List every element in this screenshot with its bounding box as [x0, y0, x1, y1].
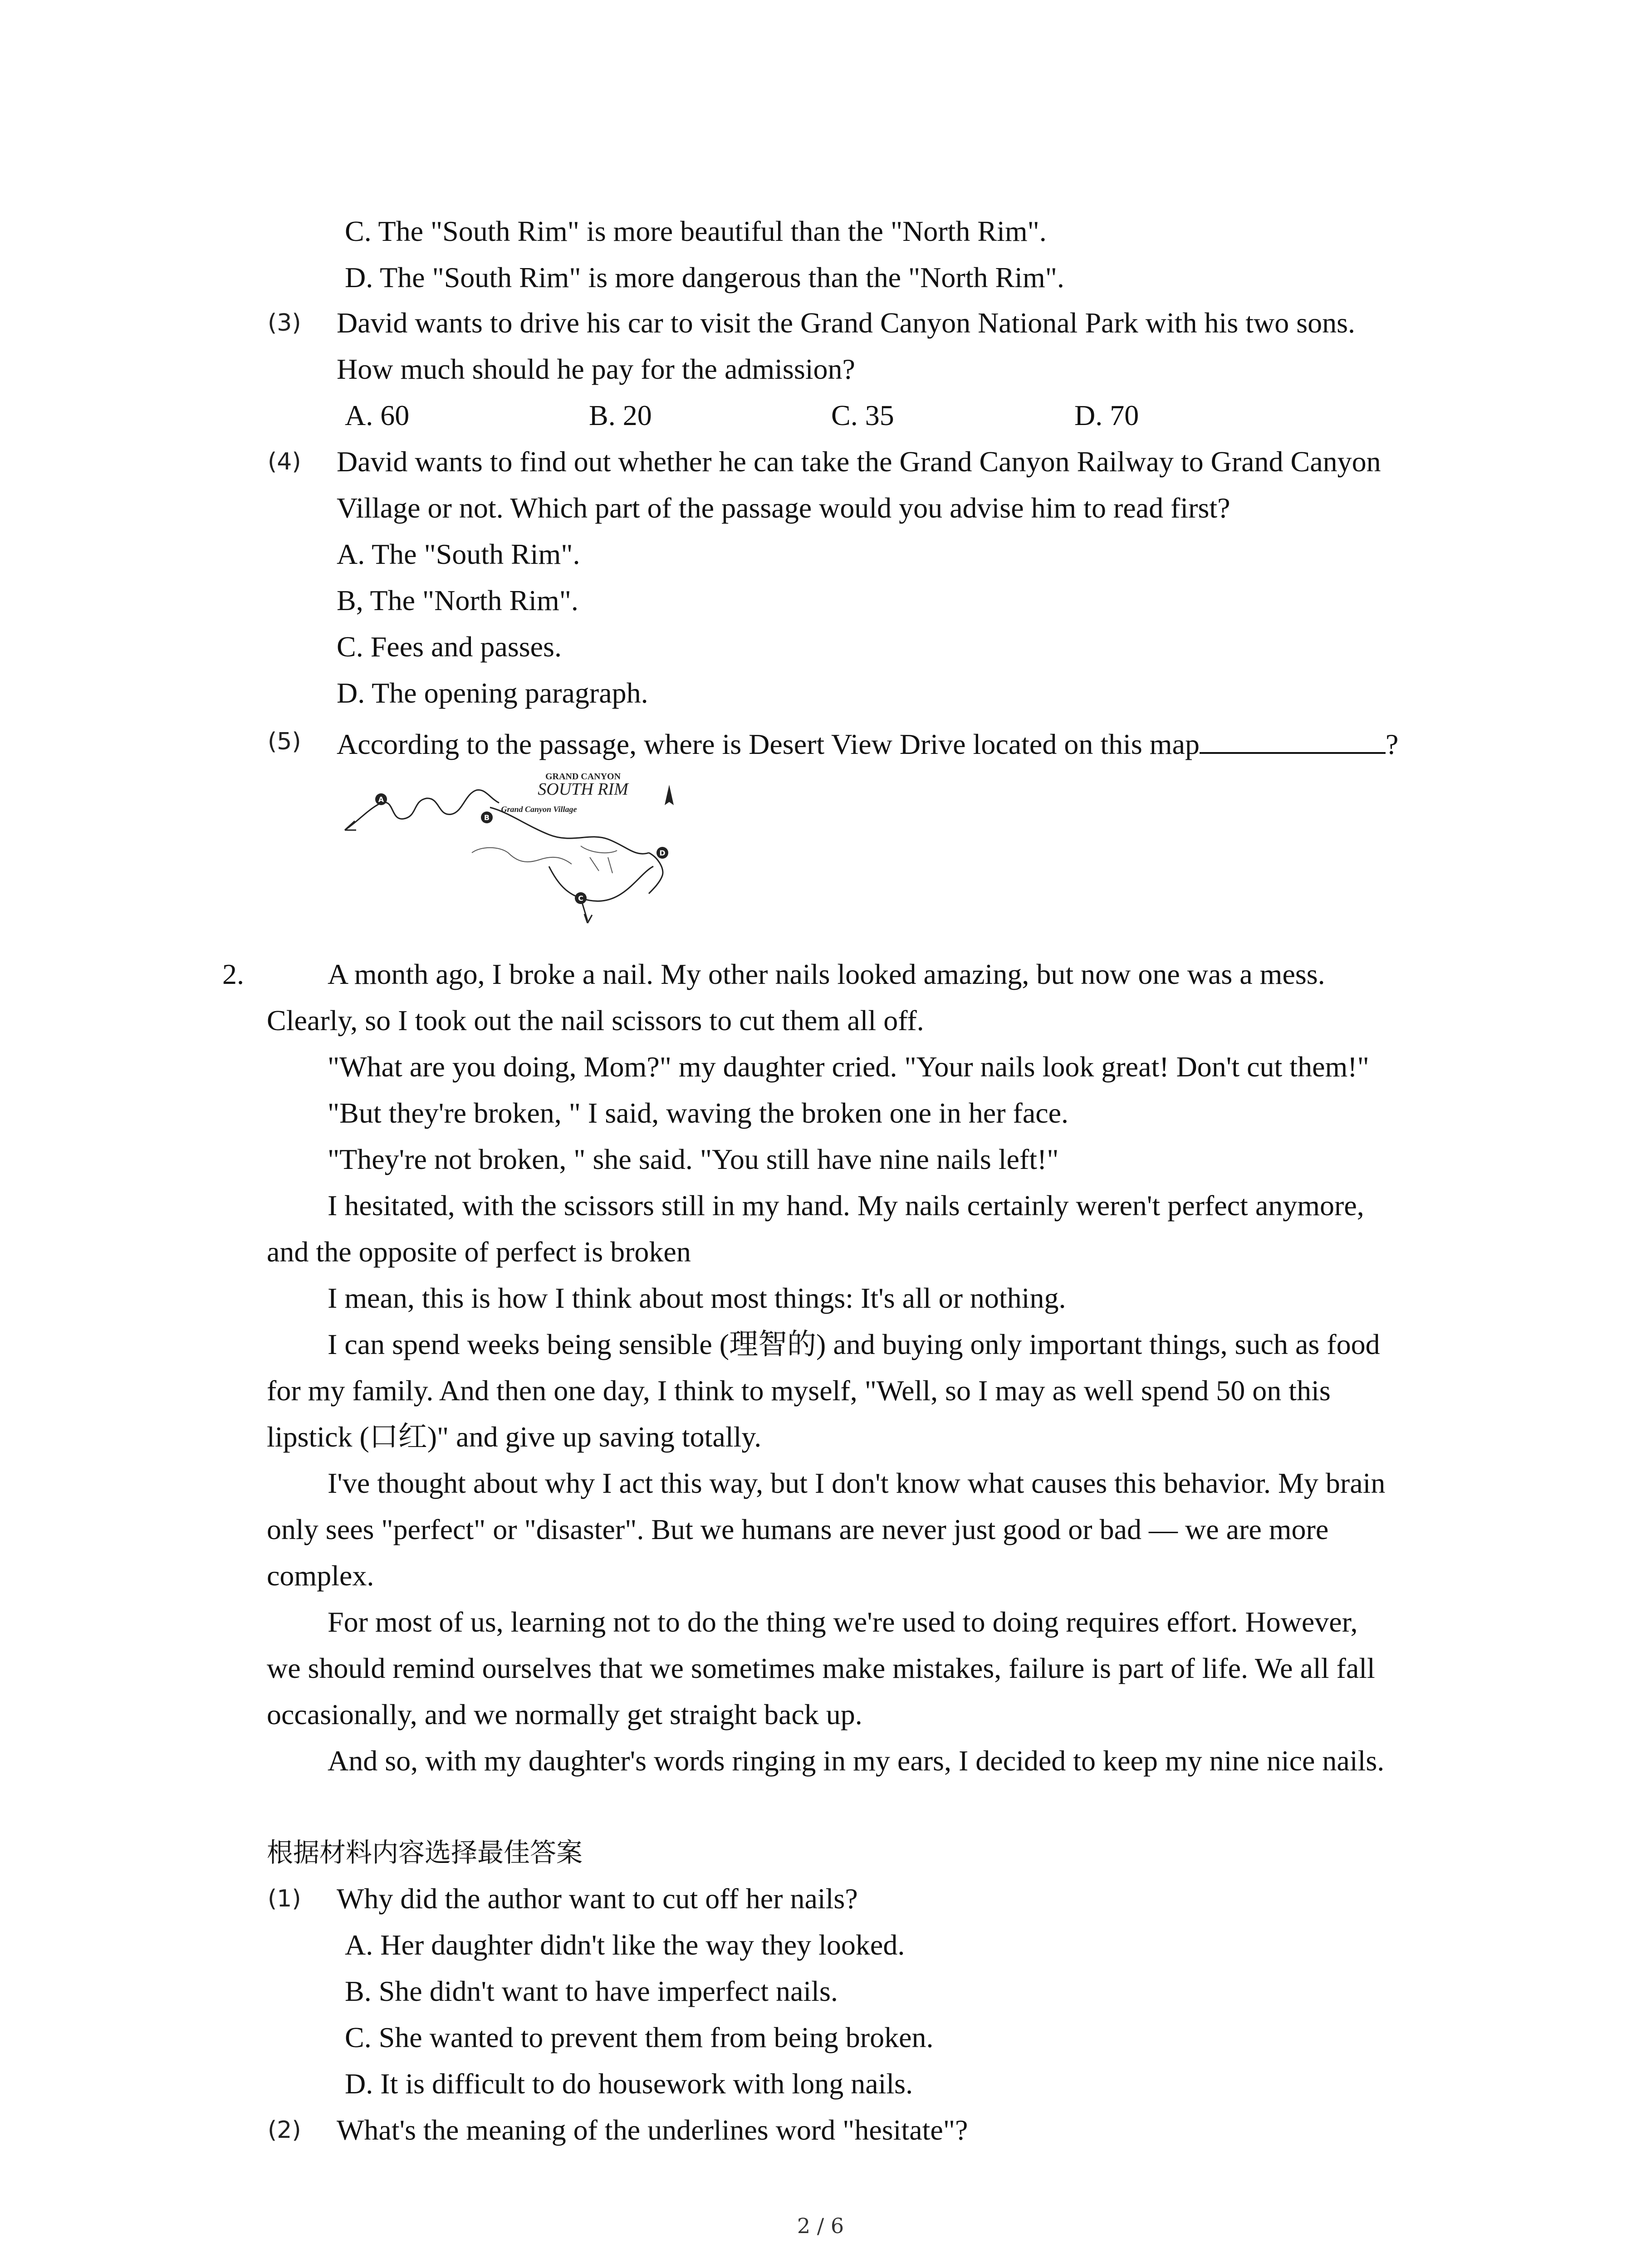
passage-line: complex. — [267, 1559, 374, 1592]
map-title-big: SOUTH RIM — [538, 780, 628, 799]
map-point-c — [575, 892, 587, 904]
passage-line: I've thought about why I act this way, but I don't know what causes this behavior. My brain — [328, 1467, 1386, 1499]
passage-line: I hesitated, with the scissors still in my hand. My nails certainly weren't perfect anymore, — [328, 1189, 1364, 1222]
svg-text:D: D — [659, 849, 666, 857]
map-point-a — [375, 793, 387, 805]
passage-line: I can spend weeks being sensible (理智的) and buying only important things, such as food — [328, 1328, 1380, 1360]
q1-4-line1: David wants to find out whether he can take the Grand Canyon Railway to Grand Canyon — [337, 445, 1381, 478]
q2-1-number: (1) — [268, 1885, 301, 1912]
east-rim-road — [649, 853, 663, 894]
south-loop-road — [549, 866, 653, 901]
q1-4-option-a: A. The "South Rim". — [337, 538, 580, 570]
passage-line: A month ago, I broke a nail. My other nails looked amazing, but now one was a mess. — [328, 958, 1325, 990]
svg-text:B: B — [484, 813, 490, 822]
q2-1-option-d: D. It is difficult to do housework with long nails. — [345, 2068, 913, 2100]
q1-2-option-d: D. The "South Rim" is more dangerous than the "North Rim". — [345, 261, 1064, 293]
q1-4-line2: Village or not. Which part of the passage would you advise him to read first? — [337, 492, 1230, 524]
q1-3-option-c: C. 35 — [831, 399, 894, 431]
south-arrow-icon — [584, 914, 592, 923]
q2-2-number: (2) — [268, 2116, 301, 2144]
svg-text:C: C — [578, 894, 583, 903]
village-paths — [581, 846, 617, 873]
q1-5-line — [337, 726, 1398, 763]
q1-4-number: (4) — [268, 448, 301, 475]
village-road — [490, 807, 649, 854]
passage-line: we should remind ourselves that we sometimes make mistakes, failure is part of life. We all fall — [267, 1652, 1375, 1684]
answer-blank — [1200, 726, 1386, 754]
q1-4-option-b: B, The "North Rim". — [337, 584, 578, 616]
q1-5-end: ? — [1385, 728, 1399, 760]
q2-1-option-c: C. She wanted to prevent them from being broken. — [345, 2021, 934, 2053]
q2-1-text: Why did the author want to cut off her nails? — [337, 1882, 858, 1915]
passage-line: lipstick (口红)" and give up saving totally. — [267, 1421, 762, 1453]
passage-line: "But they're broken, " I said, waving the broken one in her face. — [328, 1097, 1069, 1129]
q2-2-text: What's the meaning of the underlines word "hesitate"? — [337, 2114, 968, 2146]
passage-line: For most of us, learning not to do the thing we're used to doing requires effort. However, — [328, 1606, 1358, 1638]
instruction-text: 根据材料内容选择最佳答案 — [267, 1837, 583, 1868]
question-2-number: 2. — [222, 958, 244, 990]
passage-line: occasionally, and we normally get straight back up. — [267, 1698, 862, 1730]
map-title-small: GRAND CANYON — [545, 772, 621, 782]
q1-5-number: (5) — [268, 728, 301, 755]
grand-canyon-south-rim-map — [336, 767, 699, 930]
west-rim-road — [345, 790, 499, 830]
passage-line: Clearly, so I took out the nail scissors to cut them all off. — [267, 1004, 924, 1036]
q1-5-text: According to the passage, where is Desert View Drive located on this map — [337, 728, 1200, 760]
q1-3-number: (3) — [268, 309, 301, 337]
q1-4-option-d: D. The opening paragraph. — [337, 677, 648, 709]
q2-1-option-b: B. She didn't want to have imperfect nails. — [345, 1975, 838, 2007]
passage-line: I mean, this is how I think about most things: It's all or nothing. — [328, 1282, 1066, 1314]
q1-4-option-c: C. Fees and passes. — [337, 631, 562, 663]
q1-3-line1: David wants to drive his car to visit the Grand Canyon National Park with his two sons. — [337, 307, 1356, 339]
passage-line: and the opposite of perfect is broken — [267, 1236, 691, 1268]
q1-2-option-c: C. The "South Rim" is more beautiful than the "North Rim". — [345, 215, 1047, 247]
village-streets — [472, 848, 572, 864]
q1-3-option-d: D. 70 — [1074, 399, 1139, 431]
q1-3-line2: How much should he pay for the admission? — [337, 353, 855, 385]
q2-1-option-a: A. Her daughter didn't like the way they looked. — [345, 1929, 905, 1961]
q1-3-option-b: B. 20 — [589, 399, 652, 431]
q1-3-option-a: A. 60 — [345, 399, 410, 431]
page-number: 2 / 6 — [797, 2214, 844, 2238]
passage-line: for my family. And then one day, I think to myself, "Well, so I may as well spend 50 on this — [267, 1374, 1331, 1407]
north-arrow-icon — [665, 785, 674, 805]
map-point-b — [481, 811, 493, 823]
map-point-d — [656, 847, 668, 859]
passage-line: "They're not broken, " she said. "You still have nine nails left!" — [328, 1143, 1059, 1175]
passage-line: "What are you doing, Mom?" my daughter cried. "Your nails look great! Don't cut them!" — [328, 1051, 1369, 1083]
passage-line: And so, with my daughter's words ringing in my ears, I decided to keep my nine nice nails. — [328, 1745, 1385, 1777]
map-village-label: Grand Canyon Village — [501, 805, 577, 814]
svg-text:A: A — [378, 795, 384, 804]
passage-line: only sees "perfect" or "disaster". But we humans are never just good or bad — we are more — [267, 1513, 1329, 1545]
